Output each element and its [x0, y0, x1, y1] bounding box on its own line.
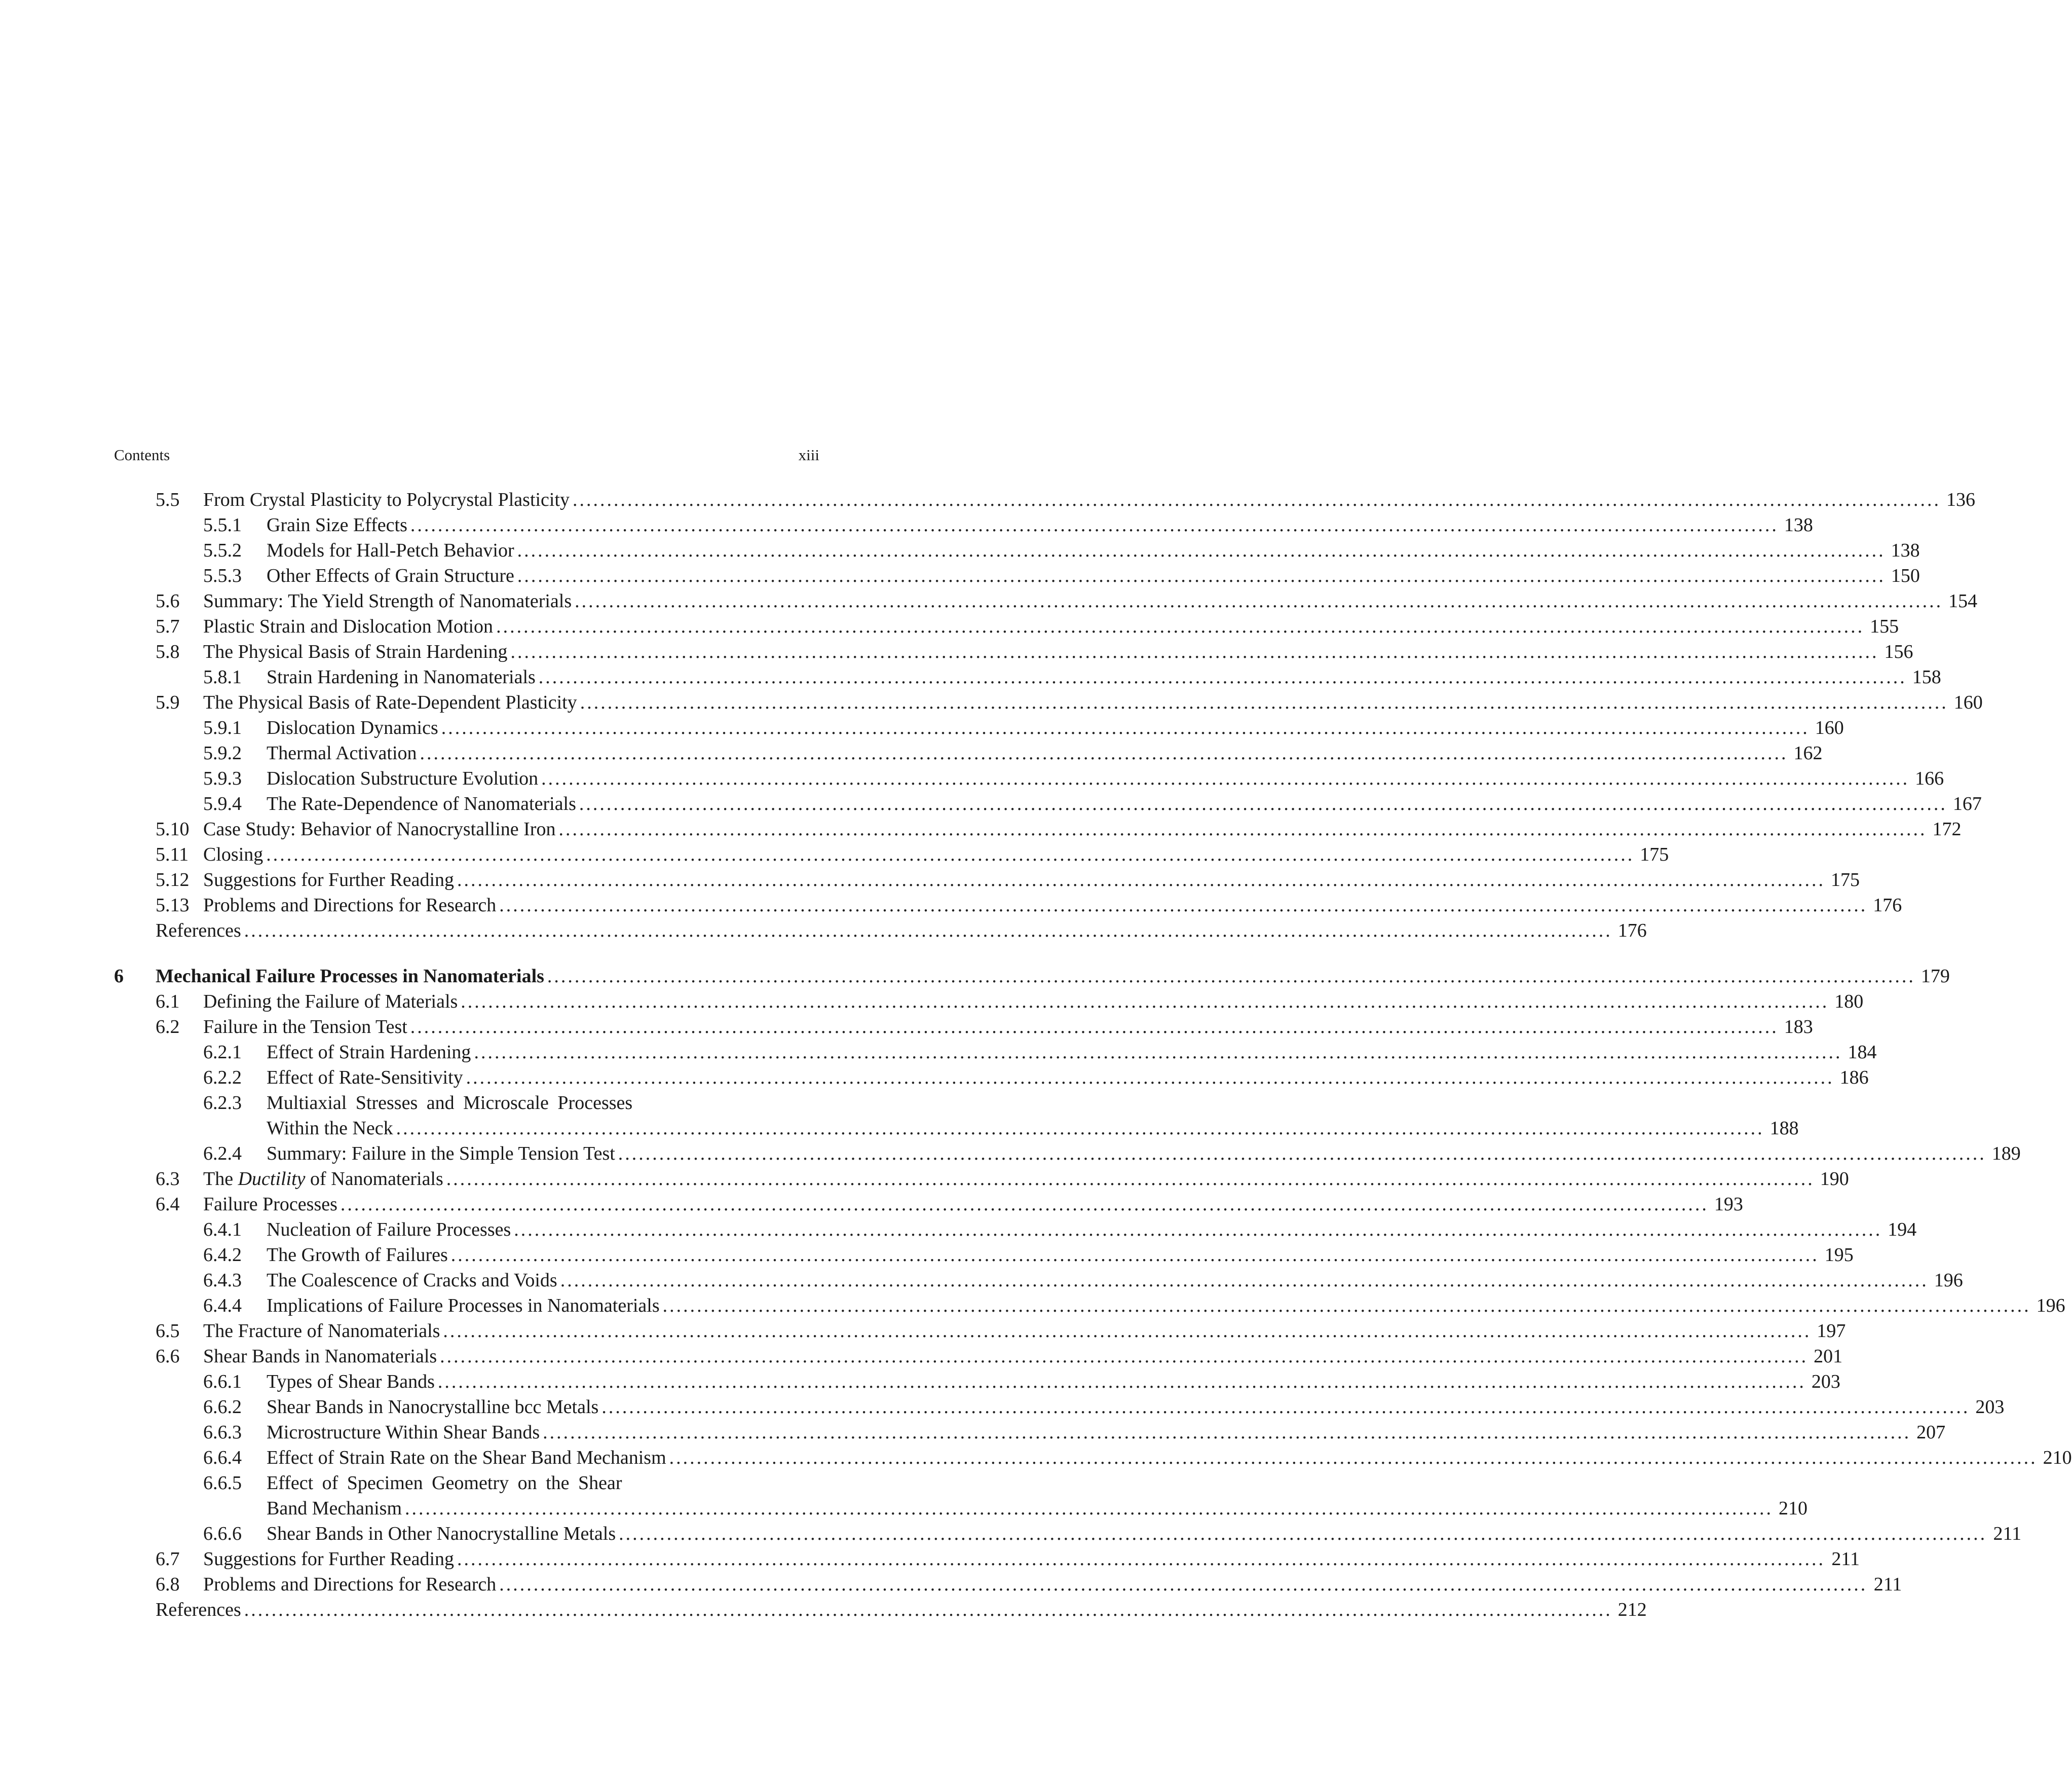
entry-number: 5.13: [156, 895, 190, 916]
toc-entry: [114, 1090, 819, 1116]
entry-page: 210: [1779, 1498, 1808, 1519]
leader-dots: ........................................................................................................................................................................................................: [669, 1447, 2038, 1468]
entry-title: Other Effects of Grain Structure: [267, 565, 514, 586]
entry-page: 176: [1873, 895, 1902, 916]
leader-dots: ........................................................................................................................................................................................................: [517, 540, 1886, 561]
entry-number: 6.2.2: [203, 1067, 242, 1088]
leader-dots: ........................................................................................................................................................................................................: [496, 616, 1865, 637]
chapter-gap: [114, 943, 819, 964]
running-header-title: Contents: [114, 446, 170, 464]
leader-dots: ........................................................................................................................................................................................................: [410, 514, 1779, 536]
entry-number: 6.5: [156, 1320, 180, 1342]
entry-line: [203, 1318, 1846, 1344]
entry-number: 5.5: [156, 489, 180, 510]
leader-dots: ........................................................................................................................................................................................................: [601, 1396, 1970, 1418]
entry-line: [267, 1242, 1854, 1268]
entry-line: [267, 1116, 1799, 1141]
entry-title: Models for Hall-Petch Behavior: [267, 540, 514, 561]
entry-line: [203, 867, 1860, 893]
entry-page: 162: [1793, 743, 1823, 764]
entry-number: 6.3: [156, 1168, 180, 1190]
entry-line: [267, 512, 1813, 538]
entry-page: 154: [1948, 590, 1978, 612]
entry-page: 201: [1814, 1346, 1843, 1367]
entry-page: 196: [1934, 1270, 1963, 1291]
entry-line: [267, 740, 1823, 766]
entry-title: Strain Hardening in Nanomaterials: [267, 666, 536, 688]
leader-dots: ........................................................................................................................................................................................................: [547, 966, 1915, 987]
entry-number: 5.9.2: [203, 743, 242, 764]
entry-line: [203, 1344, 1843, 1369]
entry-page: 138: [1784, 514, 1813, 536]
entry-number: 5.5.2: [203, 540, 242, 561]
entry-line: [203, 893, 1902, 918]
entry-title: Shear Bands in Nanomaterials: [203, 1346, 437, 1367]
toc-entry: [114, 1546, 1860, 1572]
entry-title: Dislocation Dynamics: [267, 717, 438, 738]
toc-entry: [114, 740, 1823, 766]
entry-number: 6.6.5: [203, 1472, 242, 1494]
entry-page: 175: [1640, 844, 1669, 865]
entry-number: 6.6.2: [203, 1396, 242, 1418]
toc-entry: [114, 588, 1978, 614]
entry-page: 183: [1784, 1016, 1813, 1038]
entry-number: 6.6.6: [203, 1523, 242, 1544]
entry-line: [267, 1141, 2021, 1166]
toc-entry: [114, 791, 1982, 817]
entry-page: 156: [1884, 641, 1913, 662]
entry-line: [203, 1166, 1849, 1192]
leader-dots: ........................................................................................................................................................................................................: [662, 1295, 2031, 1316]
entry-line: [267, 1217, 1917, 1242]
leader-dots: ........................................................................................................................................................................................................: [340, 1194, 1709, 1215]
entry-line: [203, 1014, 1813, 1040]
entry-title: The Fracture of Nanomaterials: [203, 1320, 440, 1342]
entry-title: Implications of Failure Processes in Nanomaterials: [267, 1295, 660, 1316]
entry-page: 188: [1769, 1118, 1799, 1139]
entry-number: 6.6.3: [203, 1422, 242, 1443]
entry-line: [203, 1192, 1743, 1217]
leader-dots: ........................................................................................................................................................................................................: [466, 1067, 1834, 1088]
entry-page: 196: [2036, 1295, 2065, 1316]
entry-number: 5.11: [156, 844, 189, 865]
leader-dots: ........................................................................................................................................................................................................: [457, 1548, 1826, 1570]
entry-line: [267, 1268, 1963, 1293]
toc-entry-continuation: [114, 1496, 1808, 1521]
toc-entry: [114, 1394, 2005, 1420]
leader-dots: ........................................................................................................................................................................................................: [457, 869, 1826, 891]
entry-title-suffix: of Nanomaterials: [305, 1168, 443, 1190]
entry-line: [203, 588, 1978, 614]
entry-title-prefix: The: [203, 1168, 238, 1190]
entry-page: 166: [1915, 768, 1944, 789]
entry-title: Closing: [203, 844, 263, 865]
toc-entry: [114, 1268, 1963, 1293]
entry-line: [267, 766, 1944, 791]
toc-entry: [114, 1014, 1813, 1040]
entry-title: The Rate-Dependence of Nanomaterials: [267, 793, 576, 814]
chapter-number: 6: [114, 966, 124, 987]
entry-number: 6.4: [156, 1194, 180, 1215]
entry-number: 5.12: [156, 869, 190, 891]
entry-title: Suggestions for Further Reading: [203, 1548, 455, 1570]
leader-dots: ........................................................................................................................................................................................................: [514, 1219, 1882, 1240]
entry-number: 5.9.3: [203, 768, 242, 789]
entry-title: [203, 1166, 443, 1192]
entry-line: [156, 1597, 1647, 1622]
toc-chapter: [114, 964, 1950, 989]
toc-entry: [114, 1420, 1946, 1445]
entry-page: 207: [1916, 1422, 1946, 1443]
entry-line: [203, 487, 1976, 512]
leader-dots: ........................................................................................................................................................................................................: [538, 666, 1907, 688]
entry-page: 190: [1820, 1168, 1849, 1190]
entry-line: [267, 1521, 2022, 1546]
entry-number: 6.2.3: [203, 1092, 242, 1114]
toc-entry: [114, 1521, 2022, 1546]
entry-page: 155: [1870, 616, 1899, 637]
entry-title: From Crystal Plasticity to Polycrystal Plasticity: [203, 489, 570, 510]
entry-number: 6.7: [156, 1548, 180, 1570]
entry-page: 138: [1891, 540, 1920, 561]
leader-dots: ........................................................................................................................................................................................................: [244, 920, 1612, 941]
entry-title: References: [156, 1599, 241, 1620]
entry-page: 211: [1873, 1574, 1902, 1595]
toc-entry: [114, 893, 1902, 918]
entry-number: 5.9.4: [203, 793, 242, 814]
entry-title: Failure in the Tension Test: [203, 1016, 407, 1038]
toc-entry: [114, 690, 1983, 715]
toc-entry: [114, 1065, 1869, 1090]
entry-page: 150: [1891, 565, 1920, 586]
entry-page: 167: [1952, 793, 1982, 814]
entry-number: 6.4.2: [203, 1244, 242, 1266]
entry-title: Summary: Failure in the Simple Tension Test: [267, 1143, 615, 1164]
toc-entry: [114, 1293, 2065, 1318]
entry-title: Microstructure Within Shear Bands: [267, 1422, 540, 1443]
toc-entry: [114, 1344, 1843, 1369]
leader-dots: ........................................................................................................................................................................................................: [441, 717, 1810, 738]
entry-page: 176: [1617, 920, 1647, 941]
toc-entry-references: [114, 1597, 1647, 1622]
leader-dots: ........................................................................................................................................................................................................: [244, 1599, 1612, 1620]
entry-line: [267, 1065, 1869, 1090]
toc-entry: [114, 512, 1813, 538]
leader-dots: ........................................................................................................................................................................................................: [510, 641, 1879, 662]
entry-page: 158: [1912, 666, 1941, 688]
toc-entry: [114, 766, 1944, 791]
page-number: xiii: [798, 446, 819, 464]
leader-dots: ........................................................................................................................................................................................................: [437, 1371, 1806, 1392]
entry-title: Effect of Strain Hardening: [267, 1042, 471, 1063]
entry-number: 6.1: [156, 991, 180, 1012]
entry-title: Plastic Strain and Dislocation Motion: [203, 616, 494, 637]
leader-dots: ........................................................................................................................................................................................................: [573, 489, 1941, 510]
entry-line: [203, 690, 1983, 715]
entry-title: The Coalescence of Cracks and Voids: [267, 1270, 557, 1291]
table-of-contents: [114, 487, 2072, 1622]
toc-entry-continuation: [114, 1116, 1799, 1141]
entry-page: 197: [1817, 1320, 1846, 1342]
entry-number: 6.4.3: [203, 1270, 242, 1291]
entry-page: 189: [1991, 1143, 2021, 1164]
running-header: [114, 446, 819, 466]
toc-entry: [114, 817, 1962, 842]
entry-line: [267, 664, 1941, 690]
leader-dots: ........................................................................................................................................................................................................: [499, 1574, 1868, 1595]
leader-dots: ........................................................................................................................................................................................................: [420, 743, 1788, 764]
entry-title: Effect of Strain Rate on the Shear Band Mechanism: [267, 1447, 666, 1468]
toc-entry: [114, 1242, 1854, 1268]
entry-title: References: [156, 920, 241, 941]
entry-page: 184: [1848, 1042, 1877, 1063]
entry-line: [267, 1369, 1840, 1394]
entry-page: 193: [1714, 1194, 1743, 1215]
entry-title: Case Study: Behavior of Nanocrystalline Iron: [203, 819, 556, 840]
entry-title: Shear Bands in Nanocrystalline bcc Metals: [267, 1396, 599, 1418]
toc-entry: [114, 1445, 2072, 1470]
entry-title-emphasis: Ductility: [238, 1168, 306, 1190]
toc-entry: [114, 538, 1920, 563]
entry-page: 179: [1920, 966, 1950, 987]
toc-entry: [114, 715, 1844, 740]
leader-dots: ........................................................................................................................................................................................................: [579, 793, 1947, 814]
entry-line: [203, 842, 1669, 867]
chapter-title: Mechanical Failure Processes in Nanomaterials: [156, 966, 544, 987]
entry-page: 186: [1839, 1067, 1869, 1088]
leader-dots: ........................................................................................................................................................................................................: [618, 1143, 1986, 1164]
entry-number: 6.6.4: [203, 1447, 242, 1468]
entry-title: Summary: The Yield Strength of Nanomaterials: [203, 590, 572, 612]
leader-dots: ........................................................................................................................................................................................................: [499, 895, 1868, 916]
entry-number: 6.6: [156, 1346, 180, 1367]
entry-number: 5.9.1: [203, 717, 242, 738]
entry-line: [267, 1445, 2072, 1470]
toc-entry: [114, 1470, 819, 1496]
toc-entry: [114, 1040, 1877, 1065]
entry-title-line1: Effect of Specimen Geometry on the Shear: [267, 1472, 622, 1494]
entry-page: 160: [1815, 717, 1844, 738]
entry-line: [267, 1293, 2065, 1318]
entry-line: [203, 1572, 1902, 1597]
entry-number: 6.4.4: [203, 1295, 242, 1316]
leader-dots: ........................................................................................................................................................................................................: [558, 819, 1927, 840]
entry-title: Types of Shear Bands: [267, 1371, 435, 1392]
entry-number: 5.7: [156, 616, 180, 637]
leader-dots: ........................................................................................................................................................................................................: [405, 1498, 1774, 1519]
entry-line: [267, 1496, 1808, 1521]
entry-line: [203, 1546, 1860, 1572]
entry-line: [203, 817, 1962, 842]
leader-dots: ........................................................................................................................................................................................................: [461, 991, 1829, 1012]
entry-number: 5.5.1: [203, 514, 242, 536]
toc-entry: [114, 989, 1864, 1014]
entry-number: 6.2: [156, 1016, 180, 1038]
entry-page: 136: [1946, 489, 1976, 510]
entry-page: 180: [1834, 991, 1864, 1012]
leader-dots: ........................................................................................................................................................................................................: [410, 1016, 1779, 1038]
entry-page: 203: [1811, 1371, 1840, 1392]
entry-line: [267, 538, 1920, 563]
leader-dots: ........................................................................................................................................................................................................: [450, 1244, 1819, 1266]
entry-line: [203, 639, 1913, 664]
entry-title: Grain Size Effects: [267, 514, 407, 536]
leader-dots: ........................................................................................................................................................................................................: [517, 565, 1886, 586]
entry-line: [267, 791, 1982, 817]
entry-line: [203, 614, 1899, 639]
entry-title: The Physical Basis of Strain Hardening: [203, 641, 508, 662]
leader-dots: ........................................................................................................................................................................................................: [560, 1270, 1929, 1291]
entry-title: Thermal Activation: [267, 743, 417, 764]
entry-number: 5.9: [156, 692, 180, 713]
entry-number: 5.6: [156, 590, 180, 612]
toc-entry: [114, 1192, 1743, 1217]
entry-page: 175: [1831, 869, 1860, 891]
entry-number: 5.10: [156, 819, 190, 840]
leader-dots: ........................................................................................................................................................................................................: [440, 1346, 1809, 1367]
leader-dots: ........................................................................................................................................................................................................: [543, 1422, 1911, 1443]
entry-number: 6.6.1: [203, 1371, 242, 1392]
toc-entry: [114, 1217, 1917, 1242]
leader-dots: ........................................................................................................................................................................................................: [580, 692, 1948, 713]
entry-title: Suggestions for Further Reading: [203, 869, 455, 891]
entry-title: Defining the Failure of Materials: [203, 991, 458, 1012]
entry-number: 6.4.1: [203, 1219, 242, 1240]
entry-page: 203: [1975, 1396, 2005, 1418]
entry-title-line2: Band Mechanism: [267, 1498, 402, 1519]
leader-dots: ........................................................................................................................................................................................................: [446, 1168, 1815, 1190]
toc-entry: [114, 1141, 2021, 1166]
entry-number: 6.8: [156, 1574, 180, 1595]
toc-entry: [114, 614, 1899, 639]
entry-title: Dislocation Substructure Evolution: [267, 768, 539, 789]
entry-title: The Growth of Failures: [267, 1244, 448, 1266]
entry-title: Problems and Directions for Research: [203, 1574, 497, 1595]
entry-title: Effect of Rate-Sensitivity: [267, 1067, 463, 1088]
entry-title-line1: Multiaxial Stresses and Microscale Processes: [267, 1092, 633, 1114]
entry-page: 160: [1953, 692, 1983, 713]
toc-entry: [114, 487, 1976, 512]
entry-line: [267, 563, 1920, 588]
entry-title: The Physical Basis of Rate-Dependent Plasticity: [203, 692, 577, 713]
toc-entry: [114, 1318, 1846, 1344]
entry-page: 195: [1824, 1244, 1854, 1266]
toc-entry-references: [114, 918, 1647, 943]
leader-dots: ........................................................................................................................................................................................................: [619, 1523, 1987, 1544]
entry-number: 5.5.3: [203, 565, 242, 586]
entry-number: 5.8.1: [203, 666, 242, 688]
entry-title: Nucleation of Failure Processes: [267, 1219, 511, 1240]
toc-entry: [114, 1369, 1840, 1394]
toc-entry: [114, 1166, 1849, 1192]
leader-dots: ........................................................................................................................................................................................................: [443, 1320, 1812, 1342]
entry-line: [267, 715, 1844, 740]
toc-entry: [114, 1572, 1902, 1597]
toc-entry: [114, 563, 1920, 588]
entry-page: 172: [1932, 819, 1962, 840]
leader-dots: ........................................................................................................................................................................................................: [541, 768, 1910, 789]
entry-line: [156, 918, 1647, 943]
entry-line: [267, 1394, 2005, 1420]
toc-entry: [114, 867, 1860, 893]
entry-title-line2: Within the Neck: [267, 1118, 393, 1139]
leader-dots: ........................................................................................................................................................................................................: [266, 844, 1635, 865]
entry-number: 6.2.1: [203, 1042, 242, 1063]
leader-dots: ........................................................................................................................................................................................................: [575, 590, 1943, 612]
entry-title: Failure Processes: [203, 1194, 337, 1215]
entry-line: [156, 964, 1950, 989]
leader-dots: ........................................................................................................................................................................................................: [474, 1042, 1842, 1063]
toc-entry: [114, 842, 1669, 867]
entry-number: 5.8: [156, 641, 180, 662]
toc-entry: [114, 639, 1913, 664]
entry-number: 6.2.4: [203, 1143, 242, 1164]
entry-line: [267, 1040, 1877, 1065]
entry-line: [203, 989, 1864, 1014]
entry-page: 211: [1831, 1548, 1860, 1570]
entry-page: 212: [1617, 1599, 1647, 1620]
entry-line: [267, 1420, 1946, 1445]
entry-title: Problems and Directions for Research: [203, 895, 497, 916]
entry-title: Shear Bands in Other Nanocrystalline Metals: [267, 1523, 616, 1544]
leader-dots: ........................................................................................................................................................................................................: [396, 1118, 1764, 1139]
entry-page: 210: [2043, 1447, 2072, 1468]
toc-entry: [114, 664, 1941, 690]
entry-page: 194: [1888, 1219, 1917, 1240]
entry-page: 211: [1993, 1523, 2022, 1544]
